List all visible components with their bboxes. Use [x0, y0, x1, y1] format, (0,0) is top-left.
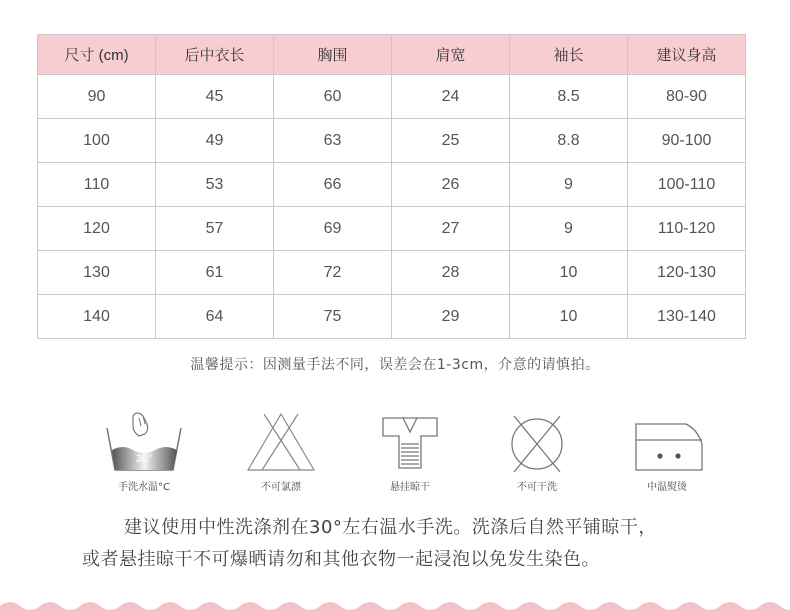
- table-cell: 25: [392, 119, 510, 163]
- table-cell: 130: [38, 251, 156, 295]
- care-item-no-dry-clean: [477, 410, 597, 493]
- table-cell: 26: [392, 163, 510, 207]
- hang-dry-icon: [369, 410, 451, 474]
- care-label: 不可氯漂: [261, 482, 301, 493]
- table-cell: 27: [392, 207, 510, 251]
- table-row: [38, 119, 746, 163]
- table-cell: 80-90: [628, 75, 746, 119]
- table-cell: 90-100: [628, 119, 746, 163]
- table-cell: 49: [156, 119, 274, 163]
- size-table: [37, 34, 746, 339]
- hand-wash-icon: [103, 410, 185, 474]
- hand-wash-temp: 30°: [135, 453, 153, 465]
- table-cell: 10: [510, 251, 628, 295]
- table-cell: 69: [274, 207, 392, 251]
- table-cell: 24: [392, 75, 510, 119]
- table-cell: 75: [274, 295, 392, 339]
- table-row: [38, 207, 746, 251]
- table-cell: 130-140: [628, 295, 746, 339]
- no-bleach-icon: [240, 410, 322, 474]
- table-cell: 8.5: [510, 75, 628, 119]
- table-cell: 90: [38, 75, 156, 119]
- measurement-note: 温馨提示：因测量手法不同，误差会在1-3cm，介意的请慎拍。: [190, 357, 600, 373]
- table-cell: 9: [510, 163, 628, 207]
- header-sleeve: 袖长: [510, 35, 628, 75]
- table-cell: 63: [274, 119, 392, 163]
- table-cell: 110: [38, 163, 156, 207]
- no-dry-clean-icon: [496, 410, 578, 474]
- care-item-no-bleach: [221, 410, 341, 493]
- table-header-row: [38, 35, 746, 75]
- table-cell: 120-130: [628, 251, 746, 295]
- table-cell: 28: [392, 251, 510, 295]
- table-cell: 100-110: [628, 163, 746, 207]
- table-cell: 57: [156, 207, 274, 251]
- table-cell: 8.8: [510, 119, 628, 163]
- table-cell: 29: [392, 295, 510, 339]
- care-paragraph-line-2: 或者悬挂晾干不可爆晒请勿和其他衣物一起浸泡以免发生染色。: [82, 549, 600, 570]
- header-chest: 胸围: [274, 35, 392, 75]
- table-row: [38, 295, 746, 339]
- table-cell: 100: [38, 119, 156, 163]
- header-height: 建议身高: [628, 35, 746, 75]
- table-cell: 60: [274, 75, 392, 119]
- table-row: [38, 75, 746, 119]
- table-cell: 45: [156, 75, 274, 119]
- header-size: 尺寸 (cm): [38, 35, 156, 75]
- header-shoulder: 肩宽: [392, 35, 510, 75]
- care-label: 悬挂晾干: [390, 482, 430, 493]
- care-paragraph: [82, 512, 762, 576]
- header-back-length: 后中衣长: [156, 35, 274, 75]
- table-cell: 10: [510, 295, 628, 339]
- table-row: [38, 251, 746, 295]
- table-cell: 110-120: [628, 207, 746, 251]
- care-item-medium-iron: [607, 410, 727, 493]
- table-row: [38, 163, 746, 207]
- table-cell: 66: [274, 163, 392, 207]
- table-cell: 53: [156, 163, 274, 207]
- care-item-hand-wash: [84, 410, 204, 493]
- care-instructions: [0, 410, 790, 500]
- care-label: 中温熨烫: [647, 482, 687, 493]
- table-cell: 9: [510, 207, 628, 251]
- table-cell: 72: [274, 251, 392, 295]
- table-cell: 61: [156, 251, 274, 295]
- table-cell: 64: [156, 295, 274, 339]
- care-label: 不可干洗: [517, 482, 557, 493]
- care-label: 手洗水温°C: [118, 482, 170, 493]
- care-item-hang-dry: [350, 410, 470, 493]
- table-cell: 120: [38, 207, 156, 251]
- care-paragraph-line-1: 建议使用中性洗涤剂在30°左右温水手洗。洗涤后自然平铺晾干，: [124, 517, 657, 538]
- bottom-wave-border: [0, 596, 790, 612]
- table-cell: 140: [38, 295, 156, 339]
- medium-iron-icon: [626, 410, 708, 474]
